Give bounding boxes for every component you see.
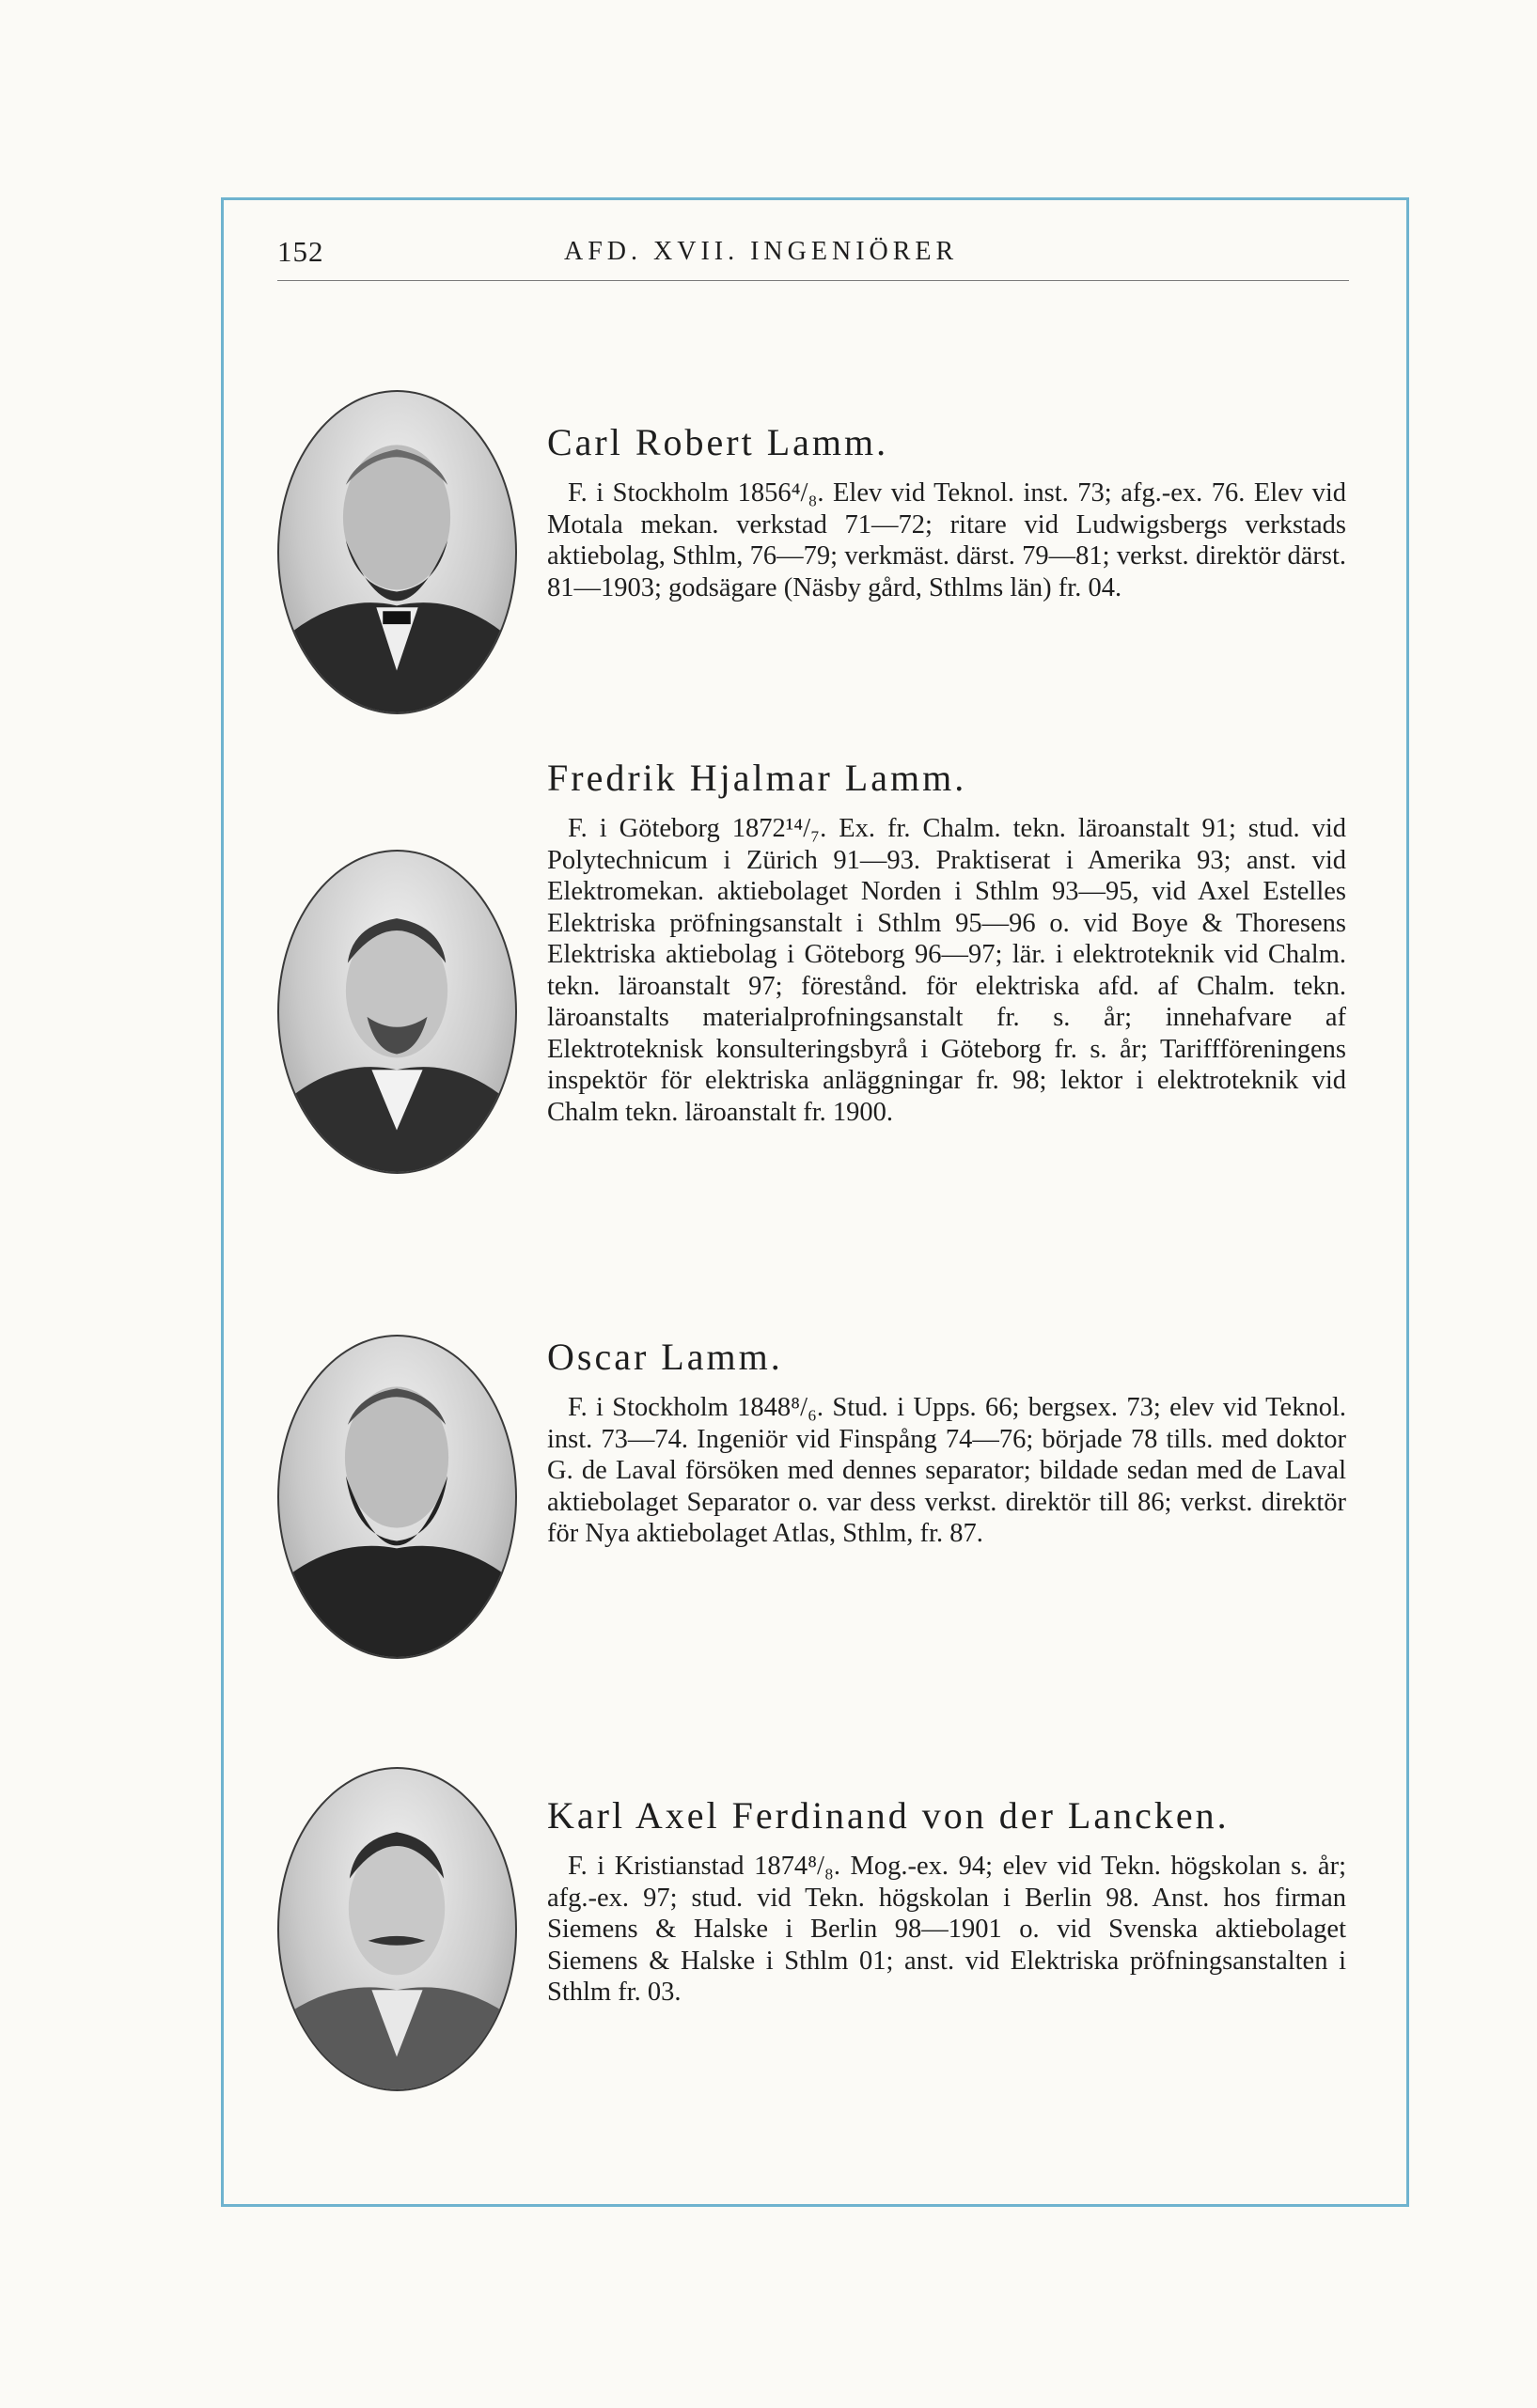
portrait-photo (277, 850, 517, 1174)
person-name: Fredrik Hjalmar Lamm. (547, 757, 967, 799)
biography-text: F. i Stockholm 1856⁴/₈. Elev vid Teknol. inst. 73; afg.-ex. 76. Elev vid Motala mekan. verkstad 71—72; ritare vid Ludwigsbergs verkstads aktiebolag, Sthlm, 76—79; verkmäst. därst. 79—81; verkst. direktör därst. 81—1903; godsägare (Näsby gård, Sthlms län) fr. 04. (547, 478, 1346, 602)
page-number: 152 (277, 235, 324, 268)
portrait-photo (277, 390, 517, 714)
person-name: Karl Axel Ferdinand von der Lancken. (547, 1794, 1230, 1837)
portrait-photo (277, 1335, 517, 1659)
person-name: Oscar Lamm. (547, 1336, 783, 1378)
person-name: Carl Robert Lamm. (547, 421, 889, 463)
biography-text: F. i Stockholm 1848⁸/₆. Stud. i Upps. 66; bergsex. 73; elev vid Teknol. inst. 73—74. Ingeniör vid Finspång 74—76; började 78 tills. med doktor G. de Laval försöken med dennes separator; bildade sedan med de Laval aktiebolaget Separator o. var dess verkst. direktör till 86; verkst. direktör för Nya aktiebolaget Atlas, Sthlm, fr. 87. (547, 1393, 1346, 1548)
running-title: AFD. XVII. INGENIÖRER (564, 237, 959, 266)
page-header (277, 235, 1349, 282)
header-rule (277, 280, 1349, 281)
portrait-photo (277, 1767, 517, 2091)
biography-text: F. i Kristianstad 1874⁸/₈. Mog.-ex. 94; elev vid Tekn. högskolan s. år; afg.-ex. 97; stud. vid Tekn. högskolan i Berlin 98. Anst. hos firman Siemens & Halske i Berlin 98—1901 o. vid Svenska aktiebolaget Siemens & Halske i Sthlm 01; anst. vid Elektriska pröfningsanstalten i Sthlm fr. 03. (547, 1852, 1346, 2007)
biography-text: F. i Göteborg 1872¹⁴/₇. Ex. fr. Chalm. tekn. läroanstalt 91; stud. vid Polytechnicum i Zürich 91—93. Praktiserat i Amerika 93; anst. vid Elektromekan. aktiebolaget Norden i Sthlm 93—95, vid Axel Estelles Elektriska pröfningsanstalt i Sthlm 95—96 o. vid Boye & Thoresens Elektriska aktiebolag i Göteborg 96—97; lär. i elektroteknik vid Chalm. tekn. läroanstalt 97; förestånd. för elektriska afd. af Chalm. tekn. läroanstalts materialprofningsanstalt fr. s. år; innehafvare af Elektroteknisk konsulteringsbyrå i Göteborg fr. s. år; Tariffföreningens inspektör för elektriska anläggningar fr. 98; lektor i elektroteknik vid Chalm tekn. läroanstalt fr. 1900. (547, 814, 1346, 1127)
